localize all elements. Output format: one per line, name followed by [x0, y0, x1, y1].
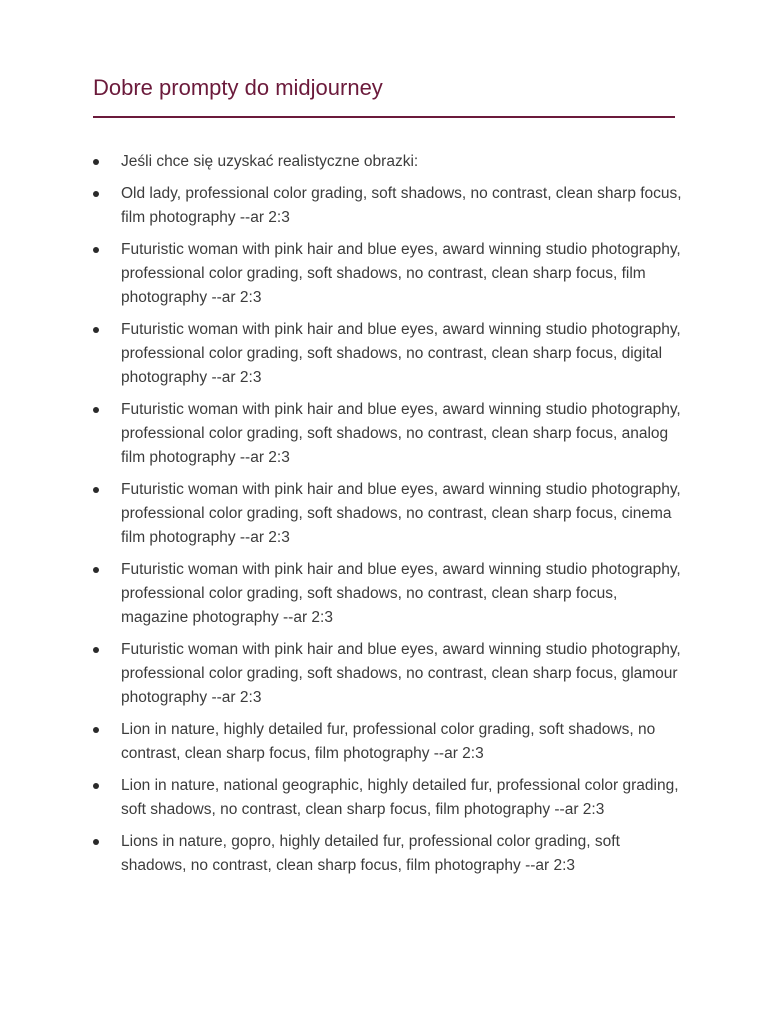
list-item [93, 718, 683, 766]
list-item [93, 558, 683, 630]
list-item [93, 150, 683, 174]
bullet-icon [93, 191, 99, 197]
bullet-icon [93, 567, 99, 573]
list-item-text: Futuristic woman with pink hair and blue eyes, award winning studio photography, professional color grading, soft shadows, no contrast, clean sharp focus, cinema film photography --ar 2:3 [121, 481, 681, 546]
bullet-icon [93, 647, 99, 653]
list-item [93, 238, 683, 310]
list-item-text: Lion in nature, national geographic, highly detailed fur, professional color grading, soft shadows, no contrast, clean sharp focus, film photography --ar 2:3 [121, 777, 679, 818]
bullet-icon [93, 487, 99, 493]
list-item-text: Lion in nature, highly detailed fur, professional color grading, soft shadows, no contrast, clean sharp focus, film photography --ar 2:3 [121, 721, 656, 762]
prompt-list [93, 150, 683, 886]
list-item [93, 774, 683, 822]
bullet-icon [93, 159, 99, 165]
list-item-text: Old lady, professional color grading, soft shadows, no contrast, clean sharp focus, film photography --ar 2:3 [121, 185, 682, 226]
list-item [93, 478, 683, 550]
list-item-text: Jeśli chce się uzyskać realistyczne obrazki: [121, 153, 419, 170]
bullet-icon [93, 247, 99, 253]
list-item-text: Lions in nature, gopro, highly detailed fur, professional color grading, soft shadows, no contrast, clean sharp focus, film photography --ar 2:3 [121, 833, 620, 874]
list-item-text: Futuristic woman with pink hair and blue eyes, award winning studio photography, professional color grading, soft shadows, no contrast, clean sharp focus, analog film photography --ar 2:3 [121, 401, 681, 466]
list-item-text: Futuristic woman with pink hair and blue eyes, award winning studio photography, professional color grading, soft shadows, no contrast, clean sharp focus, digital photography --ar 2:3 [121, 321, 681, 386]
bullet-icon [93, 727, 99, 733]
list-item [93, 318, 683, 390]
list-item-text: Futuristic woman with pink hair and blue eyes, award winning studio photography, professional color grading, soft shadows, no contrast, clean sharp focus, film photography --ar 2:3 [121, 241, 681, 306]
list-item [93, 638, 683, 710]
bullet-icon [93, 327, 99, 333]
bullet-icon [93, 407, 99, 413]
bullet-icon [93, 839, 99, 845]
page-title: Dobre prompty do midjourney [93, 75, 383, 100]
bullet-icon [93, 783, 99, 789]
list-item-text: Futuristic woman with pink hair and blue eyes, award winning studio photography, professional color grading, soft shadows, no contrast, clean sharp focus, glamour photography --ar 2:3 [121, 641, 681, 706]
title-underline-divider [93, 116, 675, 118]
list-item-text: Futuristic woman with pink hair and blue eyes, award winning studio photography, professional color grading, soft shadows, no contrast, clean sharp focus, magazine photography --ar 2:3 [121, 561, 681, 626]
list-item [93, 182, 683, 230]
list-item [93, 398, 683, 470]
list-item [93, 830, 683, 878]
